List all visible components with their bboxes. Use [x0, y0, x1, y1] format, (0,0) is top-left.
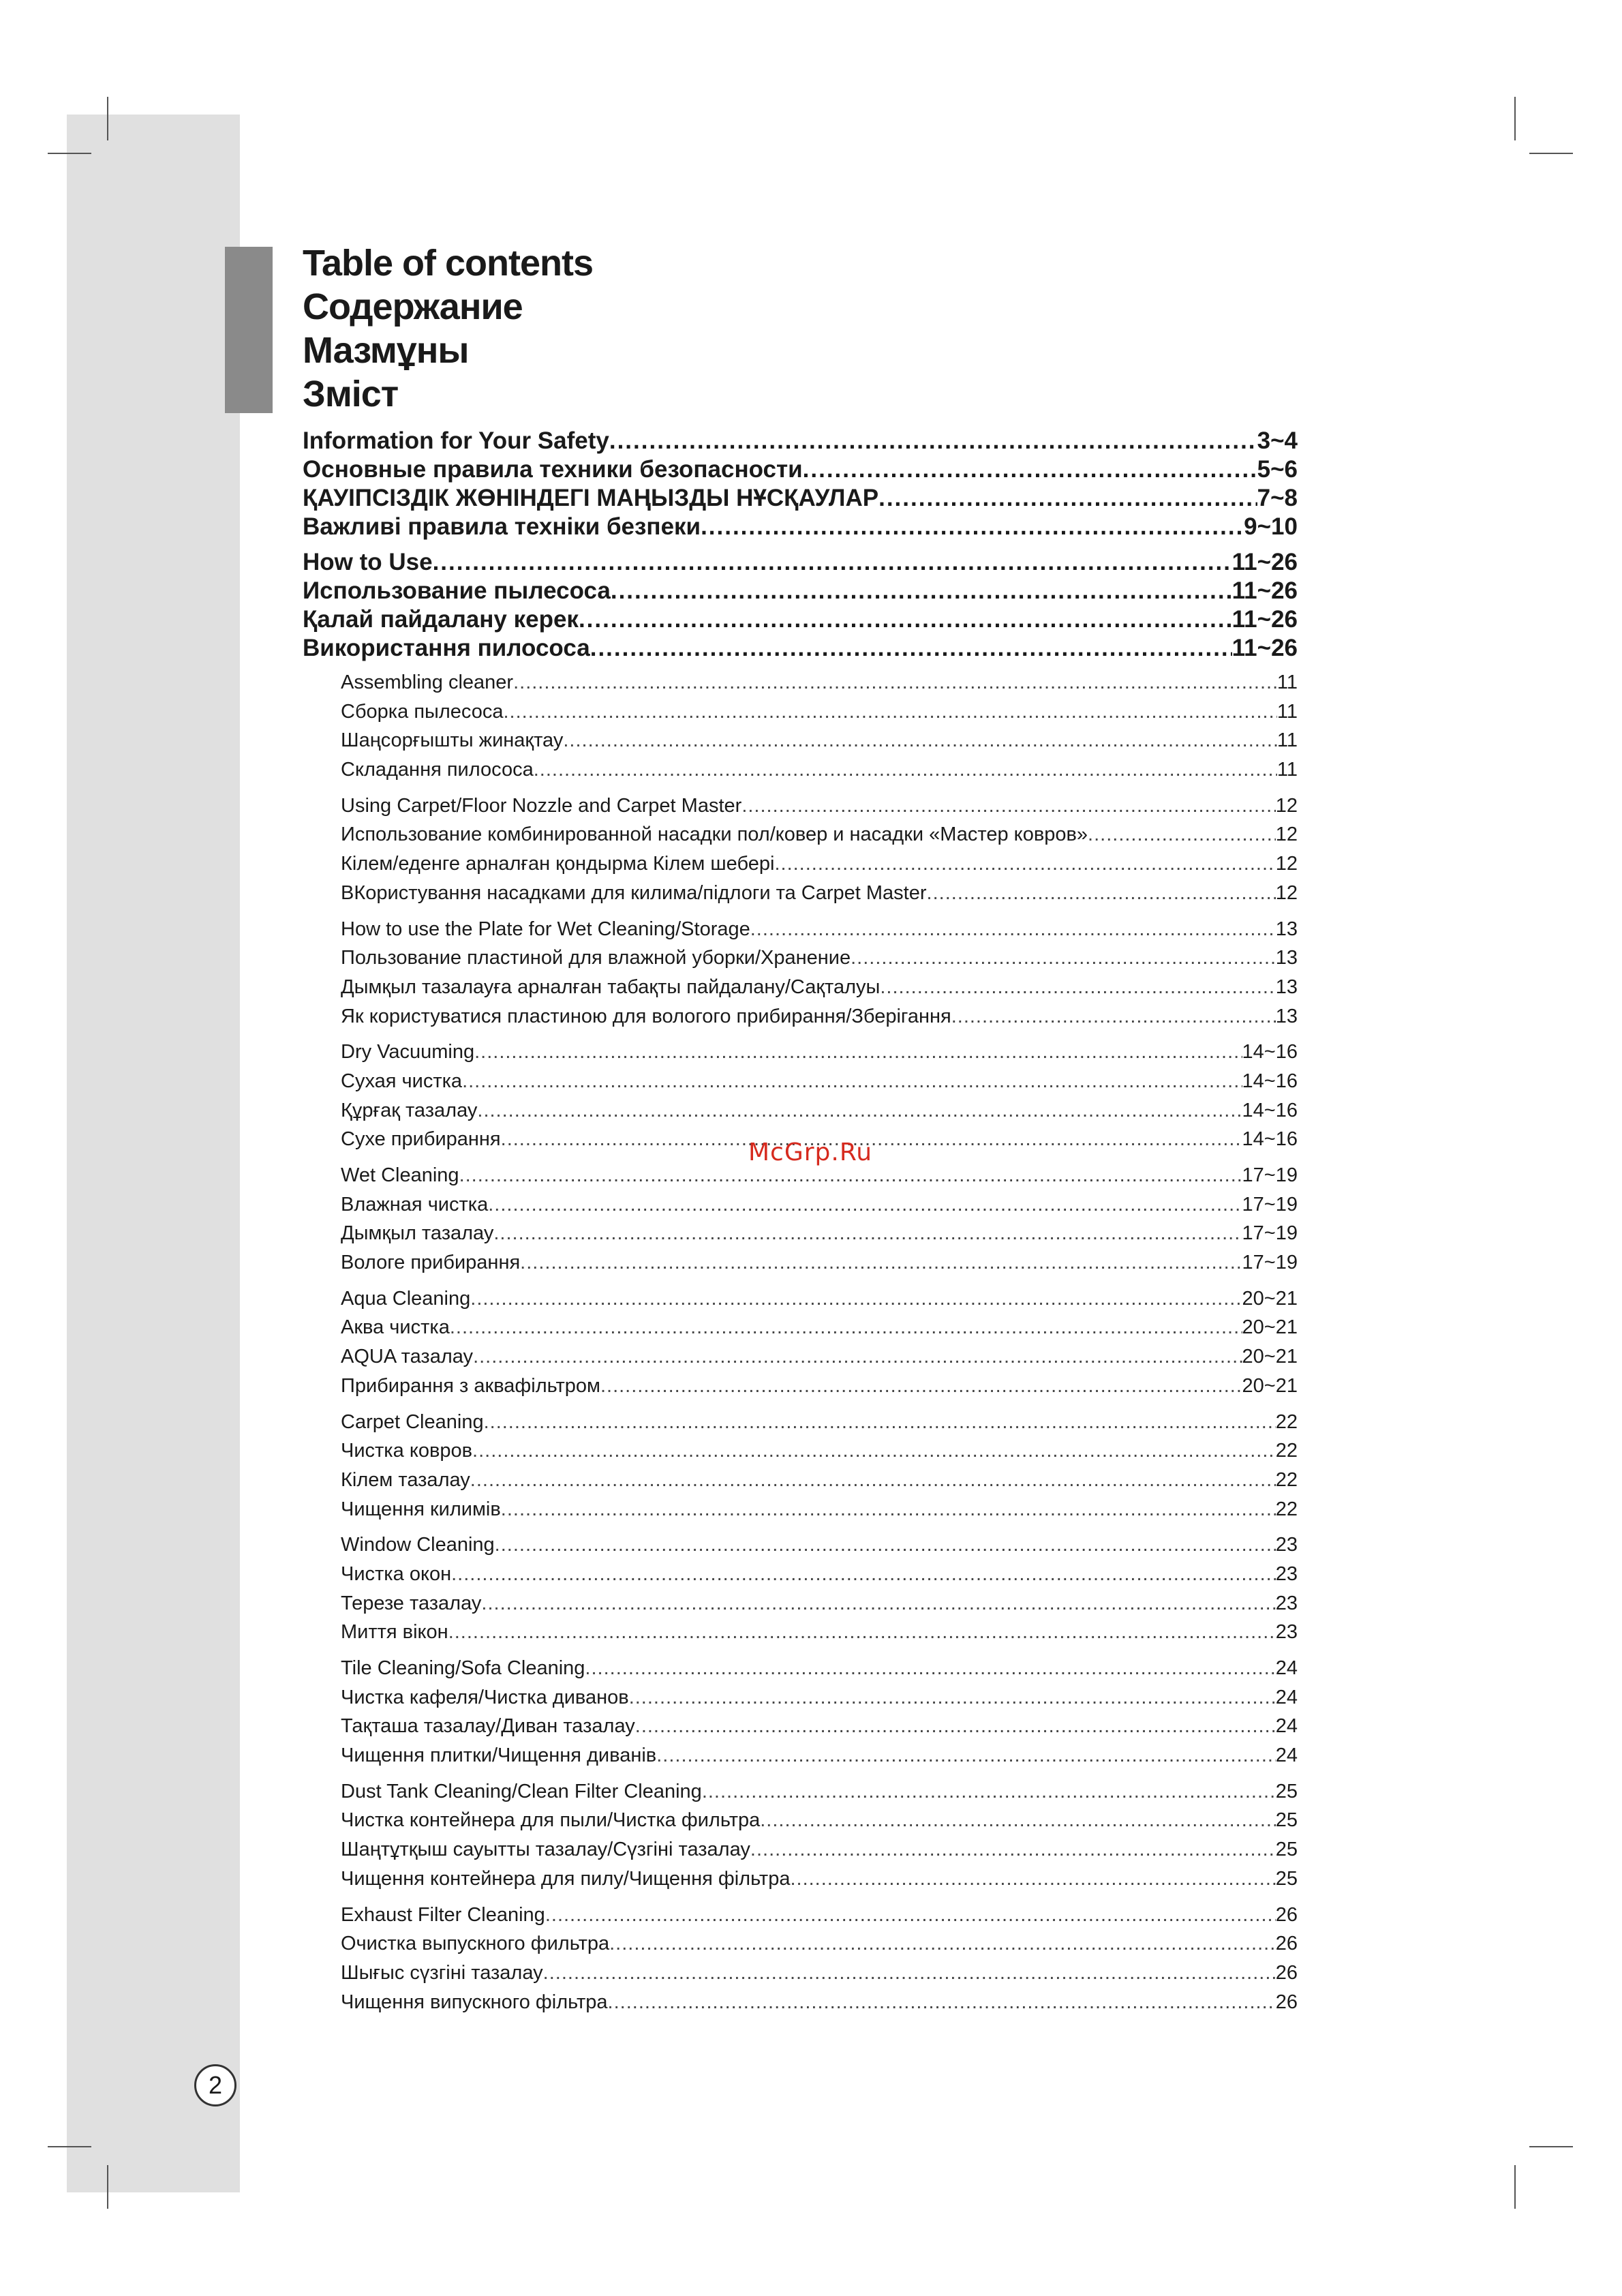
toc-entry-page: 12 — [1275, 794, 1298, 817]
toc-entry-label: AQUA тазалау — [341, 1346, 474, 1368]
toc-entry-label: Чистка кафеля/Чистка диванов — [341, 1686, 629, 1708]
toc-entry-label: Влажная чистка — [341, 1193, 489, 1215]
toc-entry-page: 25 — [1275, 1780, 1298, 1802]
toc-dot-leader — [448, 1618, 1276, 1647]
toc-entry-page: 14~16 — [1242, 1070, 1298, 1092]
toc-dot-leader — [534, 755, 1277, 785]
toc-entry-label: ҚАУІПСІЗДІК ЖӨНІНДЕГІ МАҢЫЗДЫ НҰСҚАУЛАР — [303, 485, 879, 511]
toc-dot-leader — [474, 1038, 1242, 1067]
toc-sub-entry — [303, 1408, 1298, 1437]
toc-dot-leader — [951, 1002, 1276, 1031]
title-russian: Содержание — [303, 286, 523, 327]
toc-entry-page: 25 — [1275, 1839, 1298, 1861]
title-english: Table of contents — [303, 243, 594, 284]
toc-sub-entry — [303, 1864, 1298, 1894]
toc-entry-page: 24 — [1275, 1744, 1298, 1767]
toc-entry-label: Важливі правила техніки безпеки — [303, 513, 701, 540]
toc-sub-entry — [303, 1683, 1298, 1712]
toc-dot-leader — [701, 513, 1244, 541]
toc-sub-entry — [303, 849, 1298, 879]
toc-dot-leader — [481, 1589, 1275, 1618]
toc-entry-label: Кілем тазалау — [341, 1468, 470, 1491]
toc-main-entry — [303, 484, 1298, 513]
page-title — [303, 241, 593, 416]
toc-dot-leader — [473, 1342, 1242, 1372]
toc-dot-leader — [609, 1929, 1276, 1959]
toc-dot-leader — [543, 1959, 1276, 1988]
toc-entry-label: Wet Cleaning — [341, 1164, 459, 1186]
toc-entry-page: 14~16 — [1242, 1128, 1298, 1151]
toc-sub-entry — [303, 1313, 1298, 1342]
toc-entry-label: Вологе прибирання — [341, 1252, 521, 1274]
toc-sub-entry — [303, 697, 1298, 727]
crop-mark — [107, 97, 108, 140]
toc-sub-entry — [303, 668, 1298, 697]
toc-entry-label: Dust Tank Cleaning/Clean Filter Cleaning — [341, 1780, 702, 1802]
toc-entry-page: 17~19 — [1242, 1193, 1298, 1215]
toc-entry-label: Использование комбинированной насадки пол/ковер и насадки «Мастер ковров» — [341, 824, 1088, 846]
toc-entry-label: Прибирання з аквафільтром — [341, 1374, 600, 1397]
toc-dot-leader — [493, 1219, 1242, 1248]
toc-main-entry — [303, 548, 1298, 577]
toc-entry-page: 17~19 — [1242, 1222, 1298, 1245]
toc-entry-label: Основные правила техники безопасности — [303, 456, 803, 483]
toc-entry-label: Пользование пластиной для влажной уборки/Хранение — [341, 947, 851, 969]
toc-dot-leader — [504, 697, 1277, 727]
toc-entry-label: Чищення плитки/Чищення диванів — [341, 1744, 657, 1767]
toc-dot-leader — [878, 484, 1257, 513]
toc-sub-entry — [303, 1777, 1298, 1807]
toc-sub-entry — [303, 1466, 1298, 1495]
toc-entry-page: 24 — [1275, 1686, 1298, 1708]
crop-mark — [1529, 153, 1573, 154]
toc-entry-label: Сухе прибирання — [341, 1128, 501, 1151]
table-of-contents — [303, 427, 1298, 2016]
toc-sub-entry — [303, 1219, 1298, 1248]
toc-sub-entry — [303, 1248, 1298, 1278]
toc-entry-page: 13 — [1275, 976, 1298, 998]
toc-sub-entry — [303, 1741, 1298, 1770]
toc-entry-label: Використання пилососа — [303, 635, 590, 661]
toc-entry-page: 23 — [1275, 1562, 1298, 1585]
toc-sub-entry — [303, 1560, 1298, 1589]
toc-entry-page: 11 — [1276, 729, 1298, 752]
toc-dot-leader — [488, 1190, 1242, 1220]
toc-entry-page: 26 — [1275, 1933, 1298, 1955]
toc-dot-leader — [611, 577, 1232, 605]
toc-entry-page: 5~6 — [1257, 456, 1298, 483]
toc-sub-entry — [303, 1495, 1298, 1524]
toc-entry-page: 9~10 — [1244, 513, 1298, 540]
toc-sub-entry — [303, 791, 1298, 821]
toc-sub-entry — [303, 1806, 1298, 1835]
toc-entry-page: 20~21 — [1242, 1287, 1298, 1310]
crop-mark — [1514, 97, 1516, 140]
toc-sub-entry — [303, 1342, 1298, 1372]
toc-sub-entry — [303, 1959, 1298, 1988]
toc-entry-label: Шаңтұтқыш сауытты тазалау/Сүзгіні тазалау — [341, 1839, 750, 1861]
toc-sub-entry — [303, 1929, 1298, 1959]
toc-sub-entry — [303, 1002, 1298, 1031]
toc-dot-leader — [1088, 820, 1276, 849]
toc-entry-page: 20~21 — [1242, 1316, 1298, 1339]
toc-main-entry — [303, 513, 1298, 541]
title-ukrainian: Зміст — [303, 374, 399, 414]
toc-entry-page: 11~26 — [1231, 606, 1298, 633]
toc-dot-leader — [750, 1835, 1276, 1864]
crop-mark — [48, 153, 91, 154]
toc-entry-page: 14~16 — [1242, 1041, 1298, 1063]
toc-dot-leader — [563, 726, 1277, 755]
toc-entry-label: Миття вікон — [341, 1621, 448, 1644]
toc-entry-page: 23 — [1275, 1592, 1298, 1614]
toc-dot-leader — [579, 605, 1232, 634]
toc-entry-page: 7~8 — [1257, 485, 1298, 511]
toc-sub-entry — [303, 1530, 1298, 1560]
toc-sub-entry — [303, 755, 1298, 785]
toc-entry-label: Аква чистка — [341, 1316, 450, 1339]
toc-entry-label: Carpet Cleaning — [341, 1410, 484, 1433]
toc-dot-leader — [470, 1466, 1276, 1495]
toc-sub-entry — [303, 1284, 1298, 1314]
toc-entry-label: Құрғақ тазалау — [341, 1099, 478, 1121]
toc-sub-entry — [303, 1618, 1298, 1647]
toc-main-entry — [303, 427, 1298, 455]
toc-dot-leader — [609, 427, 1257, 455]
toc-entry-label: Дымқыл тазалау — [341, 1222, 494, 1245]
toc-entry-page: 22 — [1275, 1440, 1298, 1462]
toc-entry-page: 14~16 — [1242, 1099, 1298, 1121]
toc-entry-label: Складання пилососа — [341, 759, 534, 781]
toc-entry-page: 11 — [1276, 671, 1298, 693]
toc-entry-label: ВКористування насадками для килима/підлоги та Carpet Master — [341, 881, 927, 904]
toc-entry-label: Использование пылесоса — [303, 577, 611, 604]
toc-dot-leader — [600, 1372, 1242, 1401]
toc-dot-leader — [880, 973, 1275, 1002]
toc-entry-page: 13 — [1275, 1005, 1298, 1027]
toc-entry-page: 24 — [1275, 1657, 1298, 1679]
toc-entry-page: 11 — [1276, 759, 1298, 781]
toc-sub-entry — [303, 943, 1298, 973]
section-tab-marker — [225, 247, 273, 413]
toc-entry-page: 3~4 — [1257, 427, 1298, 454]
toc-dot-leader — [608, 1988, 1276, 2017]
toc-entry-label: Tile Cleaning/Sofa Cleaning — [341, 1657, 585, 1679]
toc-entry-label: Қалай пайдалану керек — [303, 606, 579, 633]
toc-sub-entry — [303, 1067, 1298, 1096]
toc-sub-entry — [303, 1654, 1298, 1683]
toc-entry-page: 12 — [1275, 881, 1298, 904]
toc-entry-page: 20~21 — [1242, 1346, 1298, 1368]
toc-dot-leader — [545, 1901, 1276, 1930]
toc-entry-page: 23 — [1275, 1621, 1298, 1644]
page-number-text: 2 — [208, 2071, 223, 2099]
toc-main-entry — [303, 577, 1298, 605]
toc-entry-page: 23 — [1275, 1534, 1298, 1556]
toc-entry-page: 17~19 — [1242, 1252, 1298, 1274]
toc-entry-page: 22 — [1275, 1468, 1298, 1491]
page-number — [194, 2064, 236, 2106]
toc-entry-label: Кілем/еденге арналған қондырма Кілем шебері — [341, 853, 775, 875]
toc-entry-label: How to Use — [303, 549, 433, 575]
toc-sub-entry — [303, 1190, 1298, 1220]
toc-dot-leader — [520, 1248, 1242, 1278]
toc-entry-page: 26 — [1275, 1991, 1298, 2013]
toc-entry-label: Aqua Cleaning — [341, 1287, 471, 1310]
toc-entry-label: Using Carpet/Floor Nozzle and Carpet Master — [341, 794, 742, 817]
toc-entry-label: Dry Vacuuming — [341, 1041, 475, 1063]
toc-entry-page: 24 — [1275, 1715, 1298, 1738]
toc-sub-entry — [303, 1712, 1298, 1741]
title-kazakh: Мазмұны — [303, 330, 469, 371]
toc-main-entry — [303, 455, 1298, 484]
crop-mark — [107, 2165, 108, 2209]
toc-entry-page: 11~26 — [1231, 635, 1298, 661]
toc-dot-leader — [656, 1741, 1276, 1770]
toc-entry-label: Чищення килимів — [341, 1498, 501, 1520]
toc-sub-entry — [303, 1038, 1298, 1067]
toc-dot-leader — [741, 791, 1275, 821]
sidebar-band — [67, 115, 240, 2192]
toc-dot-leader — [750, 915, 1276, 944]
toc-dot-leader — [629, 1683, 1276, 1712]
toc-entry-page: 17~19 — [1242, 1164, 1298, 1186]
toc-dot-leader — [450, 1313, 1242, 1342]
toc-dot-leader — [495, 1530, 1276, 1560]
toc-dot-leader — [484, 1408, 1276, 1437]
toc-entry-label: How to use the Plate for Wet Cleaning/Storage — [341, 918, 750, 940]
toc-entry-label: Чистка контейнера для пыли/Чистка фильтра — [341, 1809, 761, 1832]
toc-dot-leader — [790, 1864, 1275, 1894]
toc-dot-leader — [472, 1436, 1276, 1466]
toc-dot-leader — [760, 1806, 1276, 1835]
toc-entry-label: Тақташа тазалау/Диван тазалау — [341, 1715, 635, 1738]
toc-sub-entry — [303, 1988, 1298, 2017]
toc-entry-label: Сухая чистка — [341, 1070, 463, 1092]
toc-entry-label: Чищення контейнера для пилу/Чищення фільтра — [341, 1867, 791, 1890]
toc-dot-leader — [635, 1712, 1276, 1741]
toc-entry-page: 26 — [1275, 1903, 1298, 1926]
toc-entry-page: 13 — [1275, 947, 1298, 969]
toc-entry-label: Шаңсорғышты жинақтау — [341, 729, 564, 752]
toc-entry-page: 12 — [1275, 853, 1298, 875]
toc-entry-label: Чищення випускного фільтра — [341, 1991, 608, 2013]
toc-dot-leader — [585, 1654, 1275, 1683]
toc-dot-leader — [451, 1560, 1276, 1589]
toc-sub-entry — [303, 1589, 1298, 1618]
toc-entry-label: Як користуватися пластиною для вологого прибирання/Зберігання — [341, 1005, 951, 1027]
toc-entry-page: 11~26 — [1231, 549, 1298, 575]
watermark: McGrp.Ru — [748, 1138, 873, 1166]
crop-mark — [1529, 2146, 1573, 2147]
toc-dot-leader — [590, 634, 1232, 663]
toc-main-entry — [303, 605, 1298, 634]
toc-entry-page: 11 — [1276, 700, 1298, 723]
toc-sub-entry — [303, 1436, 1298, 1466]
toc-dot-leader — [702, 1777, 1276, 1807]
toc-entry-label: Терезе тазалау — [341, 1592, 482, 1614]
toc-dot-leader — [433, 548, 1232, 577]
toc-entry-label: Сборка пылесоса — [341, 700, 504, 723]
toc-entry-page: 25 — [1275, 1809, 1298, 1832]
toc-dot-leader — [513, 668, 1277, 697]
toc-entry-page: 22 — [1275, 1498, 1298, 1520]
toc-sub-entry — [303, 1835, 1298, 1864]
toc-dot-leader — [501, 1495, 1276, 1524]
toc-entry-label: Очистка выпускного фильтра — [341, 1933, 610, 1955]
toc-entry-label: Assembling cleaner — [341, 671, 514, 693]
toc-entry-page: 25 — [1275, 1867, 1298, 1890]
toc-sub-entry — [303, 879, 1298, 908]
toc-dot-leader — [470, 1284, 1242, 1314]
toc-entry-page: 12 — [1275, 824, 1298, 846]
toc-dot-leader — [803, 455, 1257, 484]
crop-mark — [1514, 2165, 1516, 2209]
toc-entry-page: 13 — [1275, 918, 1298, 940]
toc-sub-entry — [303, 820, 1298, 849]
toc-sub-entry — [303, 915, 1298, 944]
toc-entry-label: Window Cleaning — [341, 1534, 495, 1556]
toc-sub-entry — [303, 726, 1298, 755]
toc-entry-page: 26 — [1275, 1961, 1298, 1984]
toc-entry-page: 22 — [1275, 1410, 1298, 1433]
toc-sub-entry — [303, 1901, 1298, 1930]
toc-sub-entry — [303, 973, 1298, 1002]
toc-entry-page: 11~26 — [1231, 577, 1298, 604]
toc-dot-leader — [927, 879, 1276, 908]
toc-dot-leader — [851, 943, 1276, 973]
toc-entry-label: Information for Your Safety — [303, 427, 609, 454]
toc-entry-label: Чистка ковров — [341, 1440, 473, 1462]
toc-sub-entry — [303, 1096, 1298, 1126]
toc-entry-label: Чистка окон — [341, 1562, 452, 1585]
toc-dot-leader — [477, 1096, 1242, 1126]
toc-entry-label: Дымқыл тазалауға арналған табақты пайдалану/Сақталуы — [341, 976, 881, 998]
toc-sub-entry — [303, 1372, 1298, 1401]
toc-dot-leader — [462, 1067, 1242, 1096]
toc-dot-leader — [774, 849, 1275, 879]
crop-mark — [48, 2146, 91, 2147]
toc-main-entry — [303, 634, 1298, 663]
toc-entry-label: Exhaust Filter Cleaning — [341, 1903, 545, 1926]
toc-entry-page: 20~21 — [1242, 1374, 1298, 1397]
toc-entry-label: Шығыс сүзгіні тазалау — [341, 1961, 543, 1984]
